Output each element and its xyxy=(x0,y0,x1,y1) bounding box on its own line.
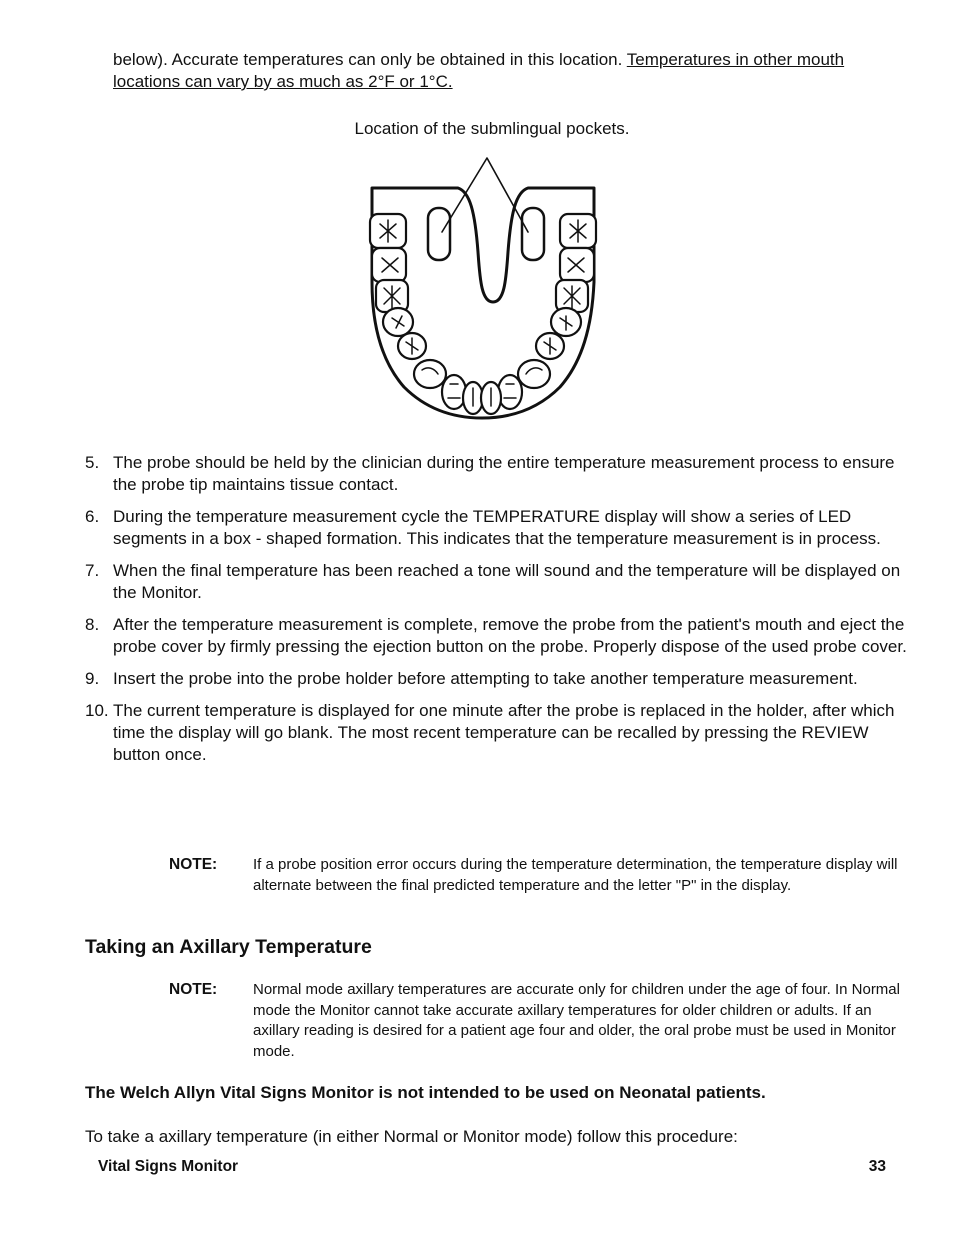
step-text: After the temperature measurement is complete, remove the probe from the patient's mouth and eject the probe cover by firmly pressing the ejection button on the probe. Properly dispose of the used probe cover. xyxy=(113,615,907,656)
step-text: Insert the probe into the probe holder before attempting to take another temperature measurement. xyxy=(113,669,858,688)
procedure-intro: To take a axillary temperature (in either Normal or Monitor mode) follow this procedure: xyxy=(85,1127,738,1146)
procedure-steps xyxy=(85,452,915,776)
sublingual-pocket-left xyxy=(428,208,450,260)
intro-underlined-text: Temperatures in other mouth locations can vary by as much as 2°F or 1°C. xyxy=(113,50,845,91)
figure-caption: Location of the submlingual pockets. xyxy=(354,119,630,138)
note-text: Normal mode axillary temperatures are accurate only for children under the age of four. In Normal mode the Monitor cannot take accurate axillary temperatures for older children or adults. If an axillary reading is desired for a patient age four and older, the oral probe must be used in Monitor mode. xyxy=(253,981,900,1060)
note-probe-position xyxy=(169,855,914,896)
page-number: 33 xyxy=(868,1158,886,1175)
pointer-lines xyxy=(442,158,528,232)
intro-paragraph xyxy=(113,49,903,93)
step-item xyxy=(85,614,915,658)
step-number: 5. xyxy=(85,453,100,472)
step-item xyxy=(85,560,915,604)
step-item xyxy=(85,700,915,766)
step-item xyxy=(85,452,915,496)
step-item xyxy=(85,668,915,690)
lower-jaw-teeth-illustration xyxy=(360,152,604,422)
neonatal-warning: The Welch Allyn Vital Signs Monitor is not intended to be used on Neonatal patients. xyxy=(85,1083,766,1102)
intro-text: below). Accurate temperatures can only be obtained in this location. xyxy=(113,50,627,69)
step-number: 10. xyxy=(85,701,109,720)
step-text: When the final temperature has been reached a tone will sound and the temperature will be displayed on the Monitor. xyxy=(113,561,901,602)
step-text: The current temperature is displayed for one minute after the probe is replaced in the holder, after which time the display will go blank. The most recent temperature can be recalled by pressing the REVIEW button once. xyxy=(113,701,895,764)
step-number: 8. xyxy=(85,615,100,634)
note-axillary-mode xyxy=(169,980,914,1062)
note-label: NOTE: xyxy=(169,981,218,998)
section-heading: Taking an Axillary Temperature xyxy=(85,936,372,958)
step-text: The probe should be held by the clinician during the entire temperature measurement process to ensure the probe tip maintains tissue contact. xyxy=(113,453,895,494)
tongue-area-outline xyxy=(458,188,528,302)
step-text: During the temperature measurement cycle the TEMPERATURE display will show a series of LED segments in a box - shaped formation. This indicates that the temperature measurement is in process. xyxy=(113,507,881,548)
sublingual-pocket-right xyxy=(522,208,544,260)
step-number: 7. xyxy=(85,561,100,580)
step-number: 6. xyxy=(85,507,100,526)
footer-title: Vital Signs Monitor xyxy=(98,1158,239,1175)
step-item xyxy=(85,506,915,550)
note-label: NOTE: xyxy=(169,856,218,873)
note-text: If a probe position error occurs during the temperature determination, the temperature display will alternate between the final predicted temperature and the letter "P" in the display. xyxy=(253,856,898,894)
step-number: 9. xyxy=(85,669,100,688)
